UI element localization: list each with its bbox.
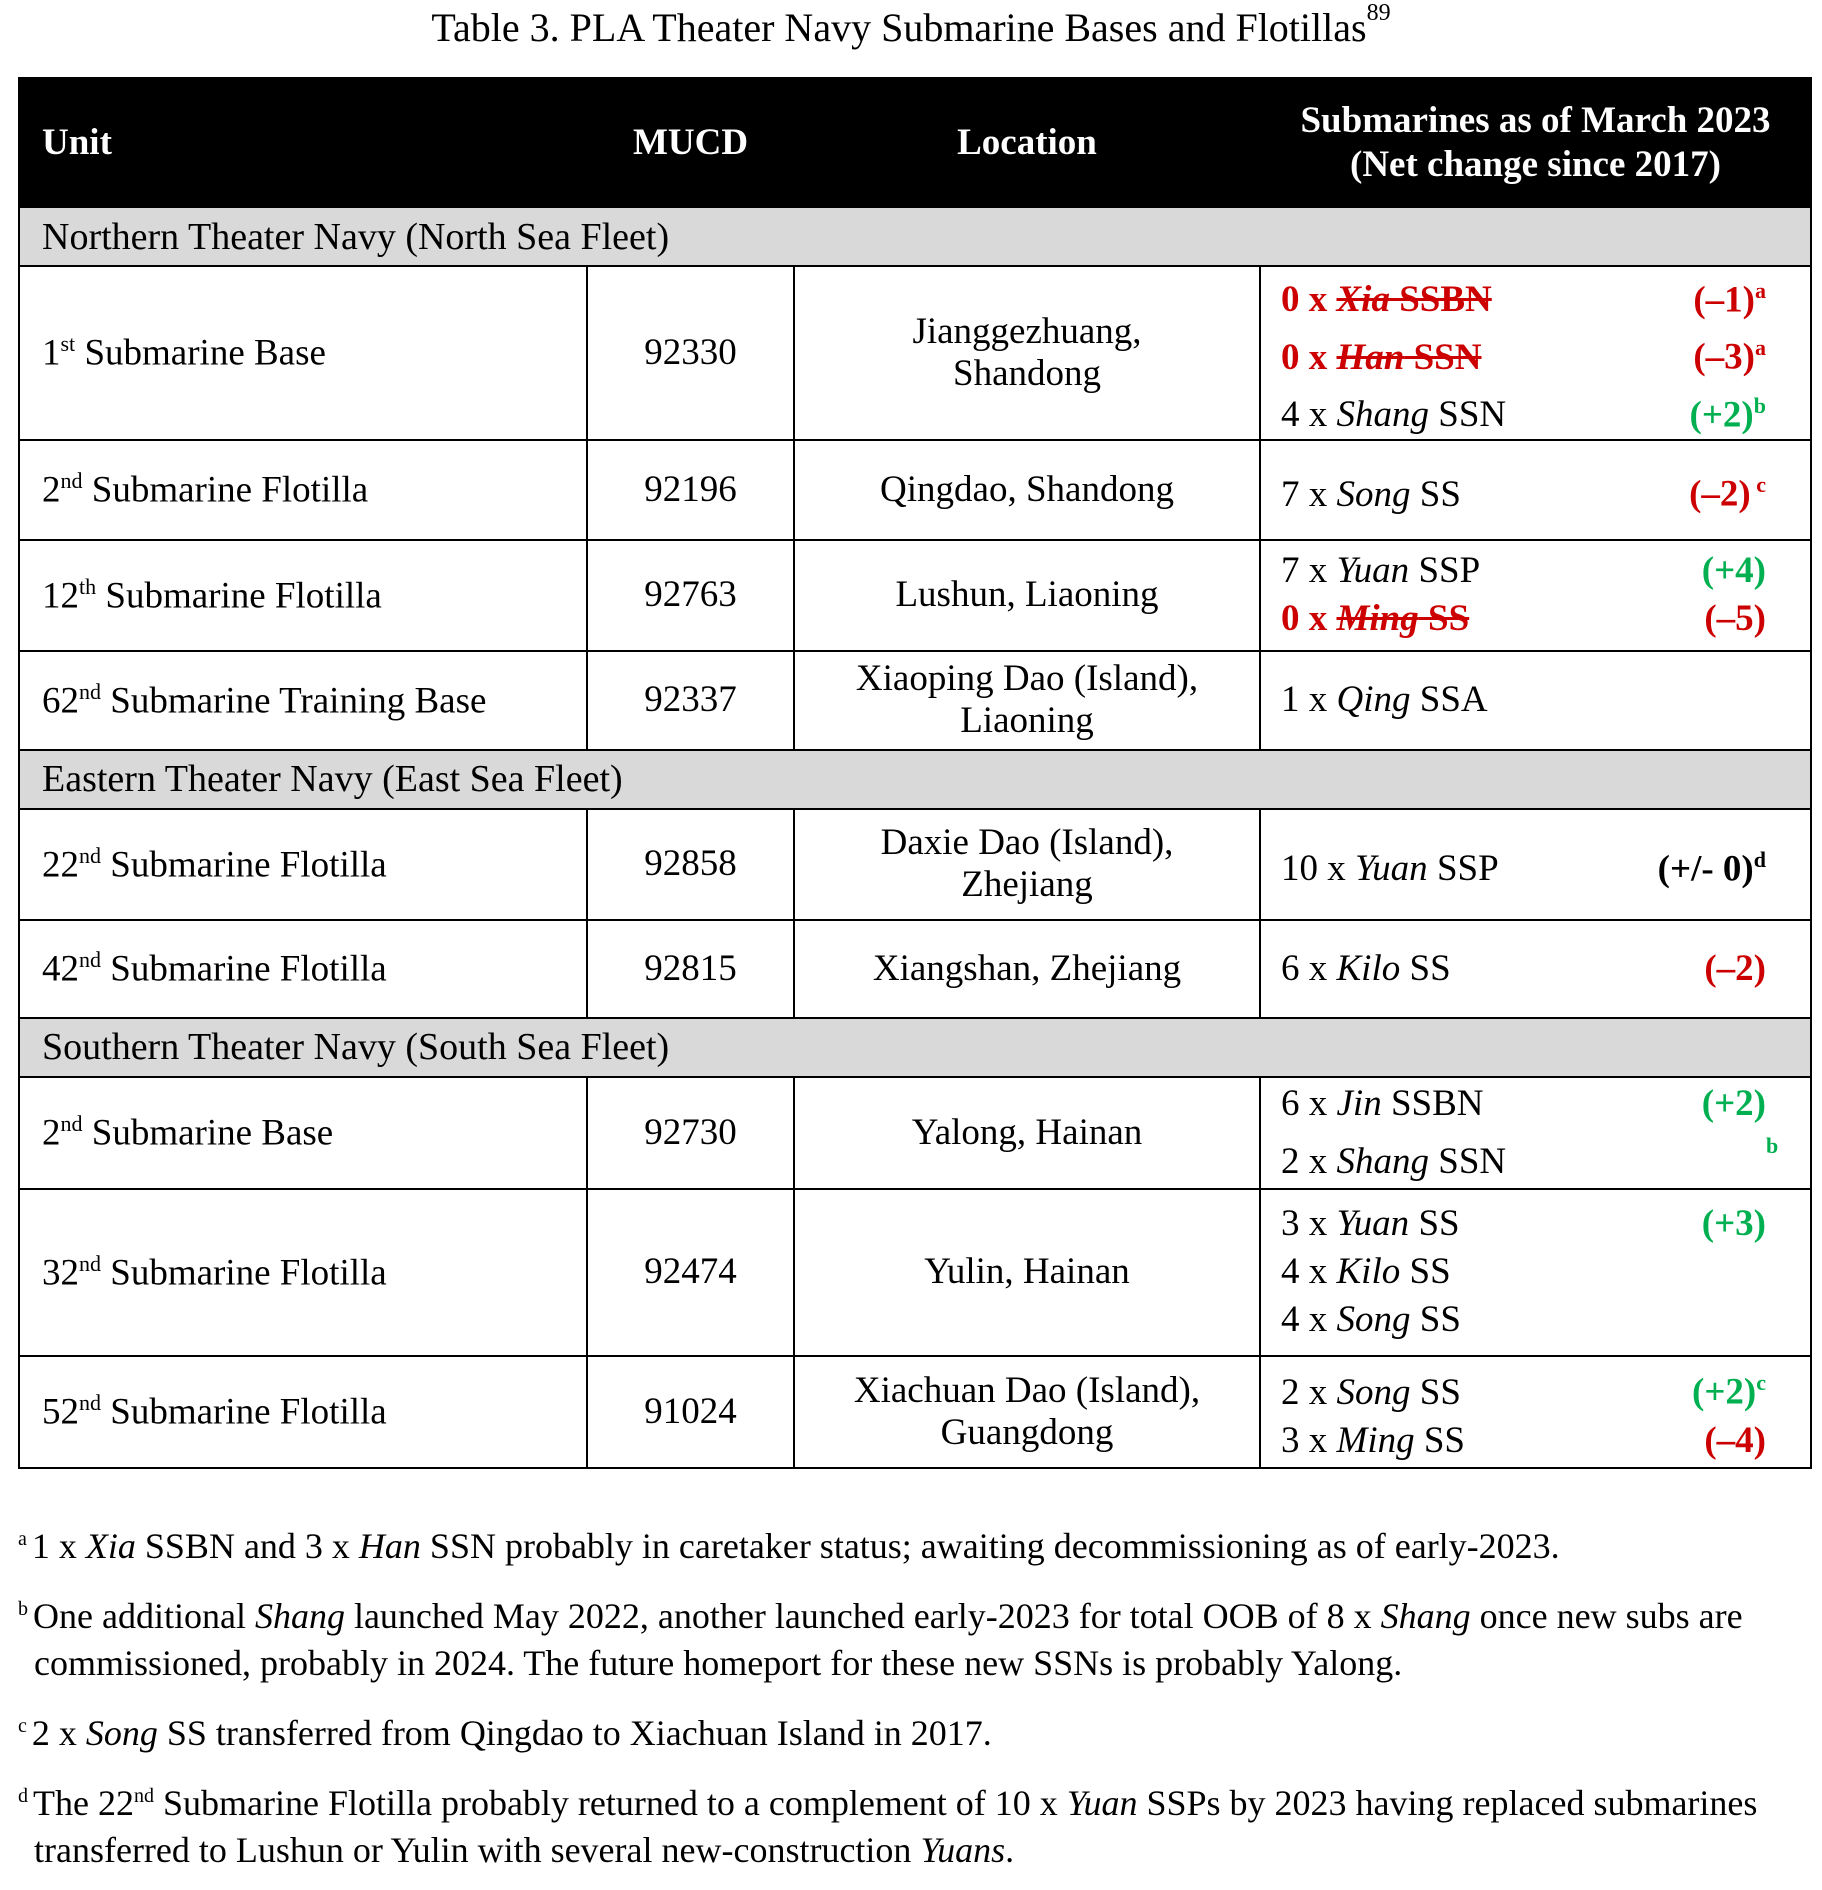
class-name: Qing [1336, 679, 1411, 721]
submarine-bases-table [18, 77, 1812, 1469]
net-change-value: (–1) [1693, 279, 1755, 321]
mucd-cell: 92815 [587, 920, 794, 1018]
unit-cell [19, 651, 587, 750]
unit-ordinal-suffix: st [60, 331, 76, 357]
location-cell [794, 920, 1260, 1018]
table-row [19, 440, 1811, 540]
footnotes [18, 1516, 1808, 1890]
unit-cell [19, 1077, 587, 1189]
unit-cell [19, 920, 587, 1018]
submarine-class [1337, 598, 1470, 639]
location-cell [794, 440, 1260, 540]
submarine-entry [1281, 1248, 1451, 1296]
class-name: Yuan [1336, 1203, 1410, 1245]
unit-cell [19, 809, 587, 920]
net-change-value: (–3) [1693, 336, 1755, 378]
net-change [1658, 836, 1766, 893]
footnote-text: SSPs by 2023 having replaced submarines transferred to Lushun or Yulin with several new-construction [34, 1783, 1758, 1870]
unit-name: Submarine Flotilla [101, 1391, 387, 1433]
footnote-text: Song [85, 1713, 158, 1753]
footnote-mark: c [1750, 472, 1766, 498]
unit-ordinal: 1 [42, 332, 61, 374]
submarine-line [1281, 945, 1766, 993]
net-change-value: (+3) [1701, 1203, 1766, 1245]
header-row [19, 78, 1811, 207]
submarines-cell [1260, 540, 1811, 651]
net-change [1702, 547, 1766, 595]
unit-ordinal: 2 [42, 469, 61, 511]
submarine-type: SS [1410, 473, 1461, 515]
unit-cell [19, 1189, 587, 1356]
table-row [19, 920, 1811, 1018]
title-reference: 89 [1366, 0, 1391, 26]
submarine-line [1281, 1128, 1779, 1185]
submarine-class [1337, 337, 1482, 378]
unit-cell [19, 540, 587, 651]
unit-name: Submarine Flotilla [96, 575, 382, 617]
submarine-class [1355, 848, 1499, 889]
submarines-cell [1260, 1077, 1811, 1189]
submarine-count: 6 x [1281, 947, 1337, 989]
unit-name: Submarine Base [82, 1112, 334, 1154]
class-name: Han [1336, 336, 1405, 378]
mucd-cell: 92858 [587, 809, 794, 920]
footnote-text: One additional [33, 1596, 255, 1636]
header-location: Location [794, 78, 1260, 207]
section-label: Southern Theater Navy (South Sea Fleet) [19, 1018, 1811, 1077]
submarine-class [1337, 1420, 1466, 1461]
table-row [19, 1356, 1811, 1468]
submarine-line [1281, 1248, 1766, 1296]
footnote-text: once new subs are commissioned, probably in 2024. The future homeport for these new SSNs is probably Yalong. [34, 1596, 1743, 1683]
submarine-count: 0 x [1281, 336, 1337, 378]
header-mucd: MUCD [587, 78, 794, 207]
location-line: Guangdong [940, 1411, 1114, 1453]
location-line: Lushun, Liaoning [895, 574, 1159, 616]
unit-ordinal: 62 [42, 680, 79, 722]
submarine-line [1281, 1200, 1766, 1248]
submarine-class [1337, 1299, 1461, 1340]
submarine-entry [1281, 1369, 1461, 1417]
class-name: Yuan [1336, 550, 1410, 592]
location-cell [794, 540, 1260, 651]
unit-name: Submarine Flotilla [101, 844, 387, 886]
submarine-count: 7 x [1281, 550, 1337, 592]
location-line: Yalong, Hainan [911, 1111, 1143, 1153]
class-name: Song [1336, 1299, 1411, 1341]
submarine-class [1337, 279, 1492, 320]
footnote-text: nd [133, 1785, 154, 1807]
unit-name: Submarine Flotilla [101, 1252, 387, 1294]
submarine-class [1337, 1141, 1507, 1182]
table-row [19, 1189, 1811, 1356]
submarine-type: SSP [1427, 848, 1499, 890]
submarine-line [1281, 324, 1766, 381]
class-name: Song [1336, 1371, 1411, 1413]
submarine-count: 6 x [1281, 1083, 1337, 1125]
submarine-class [1337, 1251, 1451, 1292]
location-cell [794, 266, 1260, 440]
footnote-text: Submarine Flotilla probably returned to a complement of 10 x [153, 1783, 1067, 1823]
footnote-text: SS transferred from Qingdao to Xiachuan Island in 2017. [157, 1713, 992, 1753]
mucd-cell: 92330 [587, 266, 794, 440]
net-change [1689, 461, 1766, 518]
location-line: Jianggezhuang, [912, 310, 1142, 352]
location-line: Xiangshan, Zhejiang [872, 947, 1182, 989]
footnote [18, 1516, 1808, 1570]
submarine-type: SSBN [1389, 279, 1492, 321]
unit-name: Submarine Base [75, 332, 326, 374]
submarine-type: SS [1414, 1419, 1466, 1461]
footnote-text: 1 x [31, 1526, 86, 1566]
class-name: Shang [1336, 393, 1429, 435]
submarine-entry [1281, 1417, 1465, 1465]
submarine-entry [1281, 276, 1492, 324]
submarine-type: SSN [1429, 393, 1507, 435]
submarine-type: SS [1410, 1299, 1461, 1341]
location-cell [794, 1189, 1260, 1356]
footnote-mark: d [1753, 846, 1766, 872]
header-submarines: Submarines as of March 2023 (Net change since 2017) [1260, 78, 1811, 207]
footnote-text: Xia [85, 1526, 136, 1566]
net-change [1704, 945, 1766, 993]
submarine-class [1337, 550, 1481, 591]
submarine-line [1281, 267, 1766, 324]
submarine-line [1281, 1417, 1766, 1465]
footnote-mark: a [1755, 278, 1766, 303]
submarine-type: SSN [1429, 1140, 1507, 1182]
submarine-type: SS [1409, 1203, 1460, 1245]
submarine-class [1337, 679, 1488, 720]
submarines-cell [1260, 809, 1811, 920]
class-name: Ming [1336, 598, 1419, 640]
submarine-entry [1281, 334, 1482, 382]
class-name: Yuan [1355, 848, 1428, 890]
unit-ordinal: 42 [42, 948, 79, 990]
mucd-cell: 92196 [587, 440, 794, 540]
class-name: Ming [1336, 1419, 1415, 1461]
table-row [19, 651, 1811, 750]
submarine-count: 3 x [1281, 1203, 1337, 1245]
footnote [18, 1773, 1808, 1874]
net-change [1690, 382, 1766, 439]
submarine-entry [1281, 676, 1488, 724]
submarine-type: SSA [1410, 679, 1488, 721]
submarine-entry [1281, 547, 1480, 595]
footnote-marker: a [18, 1528, 32, 1550]
submarine-count: 10 x [1281, 848, 1355, 890]
location-line: Xiaoping Dao (Island), [855, 658, 1199, 700]
submarine-entry [1281, 391, 1506, 439]
submarine-count: 3 x [1281, 1419, 1337, 1461]
unit-ordinal-suffix: nd [79, 947, 101, 973]
submarine-line [1281, 836, 1766, 893]
net-change-value: (–5) [1704, 598, 1766, 640]
header-unit: Unit [19, 78, 587, 207]
footnote-mark: b [1766, 1133, 1779, 1159]
net-change [1693, 324, 1766, 381]
submarine-line [1281, 1296, 1766, 1344]
mucd-cell: 92763 [587, 540, 794, 651]
location-line: Qingdao, Shandong [880, 468, 1174, 510]
section-label: Northern Theater Navy (North Sea Fleet) [19, 207, 1811, 266]
submarine-type: SSP [1409, 550, 1481, 592]
unit-ordinal-suffix: nd [79, 678, 101, 704]
footnote-mark: a [1755, 335, 1766, 361]
unit-ordinal: 22 [42, 844, 79, 886]
submarine-line [1281, 676, 1766, 724]
location-cell [794, 809, 1260, 920]
submarine-count: 2 x [1281, 1140, 1337, 1182]
location-cell [794, 1077, 1260, 1189]
footnote-mark: c [1756, 1370, 1766, 1396]
section-label: Eastern Theater Navy (East Sea Fleet) [19, 750, 1811, 809]
class-name: Jin [1336, 1083, 1382, 1125]
unit-ordinal: 52 [42, 1391, 79, 1433]
submarines-cell [1260, 1356, 1811, 1468]
submarine-class [1337, 948, 1451, 989]
location-line: Daxie Dao (Island), [880, 822, 1174, 864]
net-change [1704, 1417, 1766, 1465]
footnote-text: Han [358, 1526, 421, 1566]
class-name: Kilo [1336, 1251, 1401, 1293]
footnote-text: The 22 [33, 1783, 134, 1823]
submarine-class [1337, 1083, 1484, 1124]
unit-name: Submarine Flotilla [82, 469, 369, 511]
mucd-cell: 92474 [587, 1189, 794, 1356]
footnote-mark: b [1753, 392, 1766, 418]
submarine-line [1281, 547, 1766, 595]
unit-name: Submarine Flotilla [101, 948, 387, 990]
submarines-cell [1260, 1189, 1811, 1356]
submarine-count: 2 x [1281, 1371, 1337, 1413]
submarine-entry [1281, 845, 1499, 893]
submarine-entry [1281, 1138, 1506, 1186]
submarine-line [1281, 595, 1766, 643]
net-change [1692, 1359, 1766, 1416]
submarine-count: 0 x [1281, 279, 1337, 321]
net-change [1702, 1200, 1766, 1248]
net-change-value: (+/- 0) [1657, 848, 1754, 890]
footnote-text: Yuan [1066, 1783, 1138, 1823]
section-row [19, 1018, 1811, 1077]
table-title: Table 3. PLA Theater Navy Submarine Bases and Flotillas$^{89}$ [431, 0, 1391, 50]
class-name: Xia [1336, 279, 1390, 321]
location-cell [794, 651, 1260, 750]
submarine-entry [1281, 595, 1469, 643]
submarine-class [1337, 394, 1507, 435]
footnote [18, 1703, 1808, 1757]
location-line: Yulin, Hainan [924, 1251, 1130, 1293]
submarine-count: 4 x [1281, 1251, 1337, 1293]
footnote-marker: b [18, 1598, 33, 1620]
submarine-type: SS [1410, 1371, 1461, 1413]
table-row [19, 809, 1811, 920]
footnote-text: Shang [1380, 1596, 1471, 1636]
footnote-marker: d [18, 1785, 33, 1807]
submarine-entry [1281, 471, 1461, 519]
footnote-text: Yuans [920, 1830, 1006, 1870]
section-row [19, 750, 1811, 809]
table-row [19, 540, 1811, 651]
net-change [1702, 1080, 1766, 1128]
submarine-type: SSN [1404, 336, 1482, 378]
unit-name: Submarine Training Base [101, 680, 487, 722]
submarine-line [1281, 382, 1766, 439]
submarines-cell [1260, 440, 1811, 540]
location-cell [794, 1356, 1260, 1468]
submarine-entry [1281, 1200, 1460, 1248]
submarine-count: 4 x [1281, 1299, 1337, 1341]
table-body [19, 207, 1811, 1468]
table-row [19, 266, 1811, 440]
location-line: Liaoning [960, 700, 1094, 742]
unit-ordinal: 32 [42, 1252, 79, 1294]
net-change [1693, 267, 1766, 324]
unit-ordinal-suffix: nd [60, 1111, 83, 1137]
submarine-count: 0 x [1281, 598, 1337, 640]
submarines-cell [1260, 651, 1811, 750]
unit-cell [19, 440, 587, 540]
submarine-line [1281, 461, 1766, 518]
table-row [19, 1077, 1811, 1189]
submarine-entry [1281, 945, 1451, 993]
submarine-count: 7 x [1281, 473, 1337, 515]
submarine-count: 4 x [1281, 393, 1337, 435]
footnote-text: SSBN and 3 x [135, 1526, 359, 1566]
submarine-type: SS [1400, 947, 1451, 989]
submarine-class [1337, 1203, 1460, 1244]
net-change-value: (–4) [1704, 1419, 1766, 1461]
unit-ordinal-suffix: nd [79, 1390, 101, 1416]
footnote-text: launched May 2022, another launched early-2023 for total OOB of 8 x [344, 1596, 1381, 1636]
net-change-value: (+2) [1701, 1083, 1766, 1125]
submarine-type: SS [1400, 1251, 1451, 1293]
submarines-cell [1260, 920, 1811, 1018]
class-name: Song [1336, 473, 1411, 515]
net-change-value: (+4) [1701, 550, 1766, 592]
net-change-value: (+2) [1692, 1371, 1757, 1413]
unit-ordinal-suffix: nd [60, 468, 83, 494]
submarine-class [1337, 1372, 1461, 1413]
footnote-marker: c [18, 1715, 32, 1737]
footnote-text: Shang [254, 1596, 345, 1636]
location-line: Xiachuan Dao (Island), [853, 1369, 1201, 1411]
class-name: Shang [1336, 1140, 1429, 1182]
unit-ordinal: 12 [42, 575, 79, 617]
footnote-text: SSN probably in caretaker status; awaiting decommissioning as of early-2023. [420, 1526, 1560, 1566]
unit-cell [19, 266, 587, 440]
section-row [19, 207, 1811, 266]
unit-cell [19, 1356, 587, 1468]
submarine-entry [1281, 1080, 1484, 1128]
unit-ordinal-suffix: nd [79, 1250, 101, 1276]
footnote-text: . [1005, 1830, 1015, 1870]
submarine-line [1281, 1359, 1766, 1416]
mucd-cell: 92730 [587, 1077, 794, 1189]
footnote-text: 2 x [31, 1713, 86, 1753]
mucd-cell: 92337 [587, 651, 794, 750]
submarine-type: SS [1418, 598, 1470, 640]
mucd-cell: 91024 [587, 1356, 794, 1468]
class-name: Kilo [1336, 947, 1401, 989]
submarine-entry [1281, 1296, 1461, 1344]
location-line: Shandong [953, 352, 1101, 394]
unit-ordinal-suffix: th [79, 573, 97, 599]
location-line: Zhejiang [961, 864, 1093, 906]
footnote [18, 1586, 1808, 1687]
unit-ordinal: 2 [42, 1112, 61, 1154]
net-change-value: (+2) [1689, 393, 1754, 435]
unit-ordinal-suffix: nd [79, 842, 101, 868]
net-change-value: (–2) [1689, 473, 1751, 515]
submarine-line [1281, 1080, 1766, 1128]
net-change [1704, 595, 1766, 643]
net-change-value: (–2) [1704, 947, 1766, 989]
submarines-cell [1260, 266, 1811, 440]
submarine-count: 1 x [1281, 679, 1337, 721]
submarine-class [1337, 474, 1461, 515]
submarine-type: SSBN [1381, 1083, 1484, 1125]
